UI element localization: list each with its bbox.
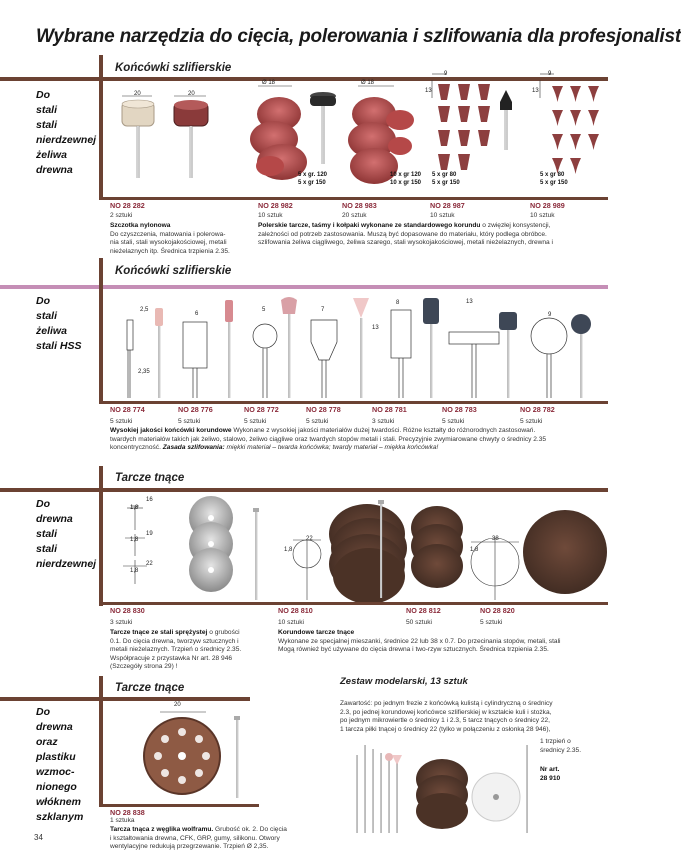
dimension-label: 20 <box>174 702 181 708</box>
dimension-label: 5 <box>262 307 266 313</box>
section-1-title: Końcówki szlifierskie <box>115 62 232 74</box>
description-line: nieżelaznych itp. Średnica trzpienia 2.35. <box>110 247 230 255</box>
sidebar-line: stali <box>36 543 58 555</box>
sidebar-line: wzmoc- <box>36 766 75 778</box>
description-line: (Szczegóły strona 29) ! <box>110 663 178 671</box>
description-text: miękki materiał – twarda końcówka; twardy materiał – miękka końcówka! <box>224 444 439 452</box>
dimension-label: 1,8 <box>284 547 293 553</box>
grit-label: 10 x gr 150 <box>390 180 422 186</box>
polishing-caps-grid-2 <box>540 74 599 174</box>
sidebar-line: oraz <box>36 736 58 748</box>
product-description <box>110 427 608 453</box>
piece-count: 5 sztuki <box>520 418 543 425</box>
sidebar-line: drewna <box>36 513 73 525</box>
sidebar-line: drewna <box>36 164 73 176</box>
dimension-label: 1,8 <box>130 568 139 574</box>
section-4-sidebar <box>36 705 83 825</box>
description-emphasis: Zasada szlifowania: <box>162 444 225 452</box>
grit-label: 5 x gr. 120 <box>298 172 328 178</box>
nylon-brush-illustration <box>122 96 154 178</box>
dimension-label: 1,8 <box>470 547 479 553</box>
description-title: Polerskie tarcze, taśmy i kołpaki wykonane ze standardowego korundu <box>258 222 481 229</box>
section-2-code-strip <box>99 401 608 404</box>
sidebar-line: stali HSS <box>36 340 82 352</box>
kit-line: 1 trzpień o <box>540 738 571 745</box>
piece-count: 20 sztuk <box>342 212 367 219</box>
section-3-code-strip <box>99 602 608 605</box>
dimension-label: 19 <box>146 531 153 537</box>
polishing-discs-stack-1 <box>250 86 336 180</box>
piece-count: 5 sztuki <box>244 418 267 425</box>
sidebar-line: żeliwa <box>36 325 67 337</box>
kit-line: po jednym mikrowiertle o średnicy 1 i 2.3, 5 tarcz tnących o średnicy 22, <box>340 717 550 725</box>
grit-label: 5 x gr 150 <box>540 180 568 186</box>
dimension-label: 13 <box>466 299 473 305</box>
dimension-label: 16 <box>146 497 153 503</box>
piece-count: 5 sztuki <box>480 619 503 626</box>
sidebar-line: stali <box>36 528 58 540</box>
section-2-divider <box>0 285 608 289</box>
section-3-illustration <box>105 494 610 606</box>
kit-art-label: Nr art. <box>540 766 560 773</box>
product-code: NO 28 772 <box>244 405 279 414</box>
piece-count: 5 sztuki <box>306 418 329 425</box>
product-description <box>278 629 608 655</box>
description-line: nia stali, stali wysokojakościowej, metali <box>110 239 227 247</box>
section-1-vertical-bar <box>99 55 103 200</box>
product-description <box>110 826 287 852</box>
dimension-label: 8 <box>396 300 400 306</box>
kit-line: Zawartość: po jednym frezie z końcówką kulistą i cylindryczną o średnicy <box>340 700 553 707</box>
dimension-label: 22 <box>306 536 313 542</box>
product-code: NO 28 774 <box>110 405 145 414</box>
section-3-divider <box>0 488 608 492</box>
dimension-label: 6 <box>195 311 199 317</box>
description-line: szlifowania żeliwa ciągliwego, żeliwa szarego, stali wysokojakościowej, metali nieżelaznych, drewna i <box>258 239 554 247</box>
piece-count: 10 sztuk <box>530 212 555 219</box>
grit-label: 5 x gr 80 <box>432 172 457 178</box>
description-text: koncentryczność. <box>110 444 163 452</box>
dimension-label: 2,35 <box>138 369 150 375</box>
kit-illustration <box>350 735 538 835</box>
sidebar-line: szklanym <box>36 811 84 823</box>
tungsten-disc-illustration <box>140 700 250 804</box>
dimension-label: 2,5 <box>140 307 149 313</box>
product-description <box>110 629 272 672</box>
sidebar-line: Do <box>36 89 50 101</box>
polishing-discs-stack-2 <box>348 86 414 184</box>
section-4-code-strip <box>99 804 259 807</box>
product-code: NO 28 812 <box>406 606 441 615</box>
kit-art-number: 28 910 <box>540 775 561 782</box>
dimension-label: 7 <box>321 307 325 313</box>
product-code: NO 28 983 <box>342 201 377 210</box>
dimension-label: 20 <box>188 91 195 97</box>
polishing-caps-grid-1 <box>432 74 512 170</box>
piece-count: 10 sztuki <box>278 619 305 626</box>
section-2-title: Końcówki szlifierskie <box>115 265 232 277</box>
product-code: NO 28 781 <box>372 405 407 414</box>
sidebar-line: włóknem <box>36 796 81 808</box>
section-1-divider <box>0 77 608 81</box>
sidebar-line: drewna <box>36 721 73 733</box>
piece-count: 5 sztuki <box>178 418 201 425</box>
product-code: NO 28 987 <box>430 201 465 210</box>
piece-count: 3 sztuki <box>110 619 133 626</box>
product-code: NO 28 838 <box>110 808 145 817</box>
dimension-label: 9 <box>548 312 552 318</box>
kit-line: 2.3, po jednej korundowej końcówce szlifierskiej w kształcie kuli i stożka, <box>340 708 552 716</box>
section-1-illustration <box>112 84 612 206</box>
piece-count: 1 sztuka <box>110 817 135 824</box>
sidebar-line: Do <box>36 295 50 307</box>
description-title: Szczotka nylonowa <box>110 222 171 229</box>
description-line: Wykonane ze specjalnej mieszanki, średnice 22 lub 38 x 0.7. Do przecinania stopów, metali, stali <box>278 637 561 645</box>
piece-count: 10 sztuk <box>430 212 455 219</box>
sidebar-line: plastiku <box>36 751 76 763</box>
section-2-sidebar <box>36 294 82 354</box>
section-2-illustration <box>105 290 605 402</box>
description-line: twardych materiałów takich jak żeliwo, stalowo, żeliwo ciągliwe oraz twardych stopów metali i stali. Precyzyjnie zwymiarowane chwyty o średnicy 2.35 <box>110 435 547 443</box>
product-code: NO 28 782 <box>520 405 555 414</box>
section-1-sidebar <box>36 88 96 178</box>
page-title: Wybrane narzędzia do cięcia, polerowania i szlifowania dla profesjonalist <box>36 26 681 47</box>
dimension-label: 13 <box>532 88 539 94</box>
section-2-vertical-bar <box>99 258 103 404</box>
kit-title: Zestaw modelarski, 13 sztuk <box>340 676 468 687</box>
kit-line: średnicy 2.35. <box>540 746 582 754</box>
description-text: Grubość ok. 2. Do cięcia <box>213 826 287 833</box>
grit-label: 5 x gr 80 <box>540 172 565 178</box>
sidebar-line: Do <box>36 706 50 718</box>
dimension-label: 22 <box>146 561 153 567</box>
dimension-label: 38 <box>492 536 499 542</box>
product-code: NO 28 820 <box>480 606 515 615</box>
product-description <box>110 222 250 256</box>
product-code: NO 28 778 <box>306 405 341 414</box>
grit-label: 10 x gr 120 <box>390 172 422 178</box>
description-line: i kształtowania drewna, CFK, GRP, gumy, silikonu. Otwory <box>110 834 280 842</box>
sidebar-line: stali <box>36 310 58 322</box>
dimension-label: Ø 18 <box>361 80 375 86</box>
product-description <box>258 222 608 248</box>
dimension-label: Ø 18 <box>262 80 276 86</box>
kit-description <box>340 700 553 734</box>
section-1-code-strip <box>99 197 608 200</box>
product-code: NO 28 982 <box>258 201 293 210</box>
section-4-title: Tarcze tnące <box>115 682 185 694</box>
grit-label: 5 x gr 150 <box>298 180 326 186</box>
section-4-vertical-bar <box>99 676 103 804</box>
dimension-label: 9 <box>548 71 552 77</box>
description-line: 0.1. Do cięcia drewna, tworzyw sztucznych i <box>110 637 239 645</box>
piece-count: 5 sztuki <box>442 418 465 425</box>
description-line: wentylacyjne redukują przegrzewanie. Trzpień Ø 2,35. <box>110 843 269 851</box>
piece-count: 2 sztuki <box>110 212 133 219</box>
description-title: Tarcza tnąca z węglika wolframu. <box>110 826 214 833</box>
description-title: Korundowe tarcze tnące <box>278 629 355 636</box>
sidebar-line: stali <box>36 119 58 131</box>
dimension-label: 1,8 <box>130 505 139 511</box>
dimension-label: 13 <box>372 325 379 331</box>
sidebar-line: stali <box>36 104 58 116</box>
product-code: NO 28 989 <box>530 201 565 210</box>
kit-line: 1 tarcza piłki tnącej o średnicy 22 (tylko w połączeniu z osłonką 28 946), <box>340 725 551 733</box>
section-3-vertical-bar <box>99 466 103 606</box>
piece-count: 50 sztuki <box>406 619 433 626</box>
sidebar-line: nierdzewnej <box>36 134 97 146</box>
piece-count: 5 sztuki <box>110 418 133 425</box>
dimension-label: 13 <box>425 88 432 94</box>
sidebar-line: żeliwa <box>36 149 67 161</box>
product-code: NO 28 830 <box>110 606 145 615</box>
description-line: Do czyszczenia, matowania i polerowa- <box>110 230 226 238</box>
product-code: NO 28 282 <box>110 201 145 210</box>
description-title: Wysokiej jakości końcówki korundowe <box>110 427 232 434</box>
dimension-label: 9 <box>444 71 448 77</box>
description-line: metali nieżelaznych. Trzpień o średnicy 2.35. <box>110 646 242 654</box>
sidebar-line: nionego <box>36 781 77 793</box>
description-line: Współpracuje z przystawka Nr art. 28 946 <box>110 654 233 662</box>
product-code: NO 28 810 <box>278 606 313 615</box>
grit-label: 5 x gr 150 <box>432 180 460 186</box>
product-code: NO 28 776 <box>178 405 213 414</box>
description-text: o zwięzłej konsystencji, <box>480 222 551 229</box>
page-number: 34 <box>34 833 43 842</box>
section-3-title: Tarcze tnące <box>115 472 185 484</box>
dimension-label: 20 <box>134 91 141 97</box>
description-line: zależności od potrzeb zastosowania. Muszą być dopasowane do materiału, który podlega obróbce. <box>258 230 547 238</box>
steel-brush-illustration <box>174 96 208 178</box>
description-line: Mogą również być używane do cięcia drewna i two-rzyw sztucznych. Średnica trzpienia 2.35. <box>278 646 549 654</box>
description-text: o grubości <box>207 629 240 636</box>
description-text: Wykonane z wysokiej jakości materiałów dużej twardości. Różne kształty do różnorodnych zastosowań. <box>231 427 536 434</box>
piece-count: 3 sztuki <box>372 418 395 425</box>
sidebar-line: Do <box>36 498 50 510</box>
sidebar-line: nierdzewnej <box>36 558 97 570</box>
section-3-sidebar <box>36 497 96 572</box>
dimension-label: 1,8 <box>130 537 139 543</box>
piece-count: 10 sztuk <box>258 212 283 219</box>
kit-description-right <box>540 738 581 755</box>
description-title: Tarcze tnące ze stali sprężystej <box>110 629 208 636</box>
product-code: NO 28 783 <box>442 405 477 414</box>
